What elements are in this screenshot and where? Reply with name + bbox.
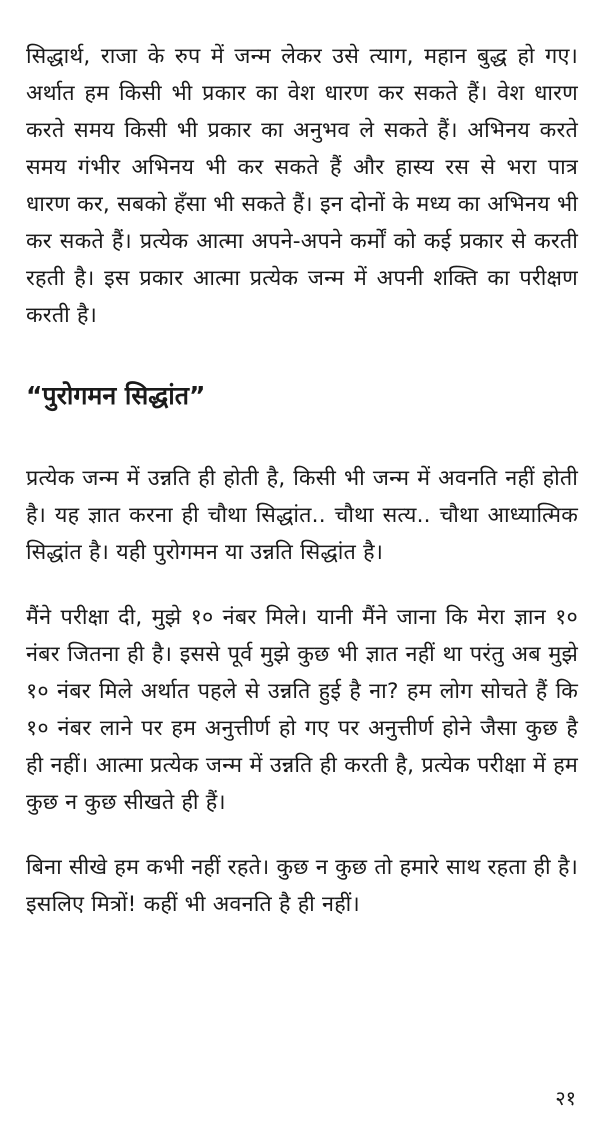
spacer bbox=[26, 432, 578, 460]
section-heading: “पुरोगमन सिद्धांत” bbox=[26, 381, 206, 410]
page-number: २१ bbox=[555, 1086, 576, 1110]
paragraph-opening: सिद्धार्थ, राजा के रुप में जन्म लेकर उसे त्याग, महान बुद्ध हो गए। अर्थात हम किसी भी प्रकार का वेश धारण कर सकते हैं। वेश धारण करते समय किसी भी प्रकार का अनुभव ले सकते हैं। अभिनय करते समय गंभीर अभिनय भी कर सकते हैं और हास्य रस से भरा पात्र धारण कर, सबको हँसा भी सकते हैं। इन दोनों के मध्य का अभिनय भी कर सकते हैं। प्रत्येक आत्मा अपने-अपने कर्मों को कई प्रकार से करती रहती है। इस प्रकार आत्मा प्रत्येक जन्म में अपनी शक्ति का परीक्षण करती है। bbox=[26, 44, 578, 328]
page-body bbox=[26, 38, 578, 923]
paragraph-progress-principle: प्रत्येक जन्म में उन्नति ही होती है, किसी भी जन्म में अवनति नहीं होती है। यह ज्ञात करना ही चौथा सिद्धांत.. चौथा सत्य.. चौथा आध्यात्मिक सिद्धांत है। यही पुरोगमन या उन्नति सिद्धांत है। bbox=[26, 466, 578, 565]
paragraph-exam-example: मैंने परीक्षा दी, मुझे १० नंबर मिले। यानी मैंने जाना कि मेरा ज्ञान १० नंबर जितना ही है। इससे पूर्व मुझे कुछ भी ज्ञात नहीं था परंतु अब मुझे १० नंबर मिले अर्थात पहले से उन्नति हुई है ना? हम लोग सोचते हैं कि १० नंबर लाने पर हम अनुत्तीर्ण हो गए पर अनुत्तीर्ण होने जैसा कुछ है ही नहीं। आत्मा प्रत्येक जन्म में उन्नति ही करती है, प्रत्येक परीक्षा में हम कुछ न कुछ सीखते ही हैं। bbox=[26, 605, 578, 815]
spacer bbox=[26, 821, 578, 849]
paragraph-conclusion: बिना सीखे हम कभी नहीं रहते। कुछ न कुछ तो हमारे साथ रहता ही है। इसलिए मित्रों! कहीं भी अवनति है ही नहीं। bbox=[26, 855, 578, 917]
spacer bbox=[26, 571, 578, 599]
spacer bbox=[26, 334, 578, 362]
